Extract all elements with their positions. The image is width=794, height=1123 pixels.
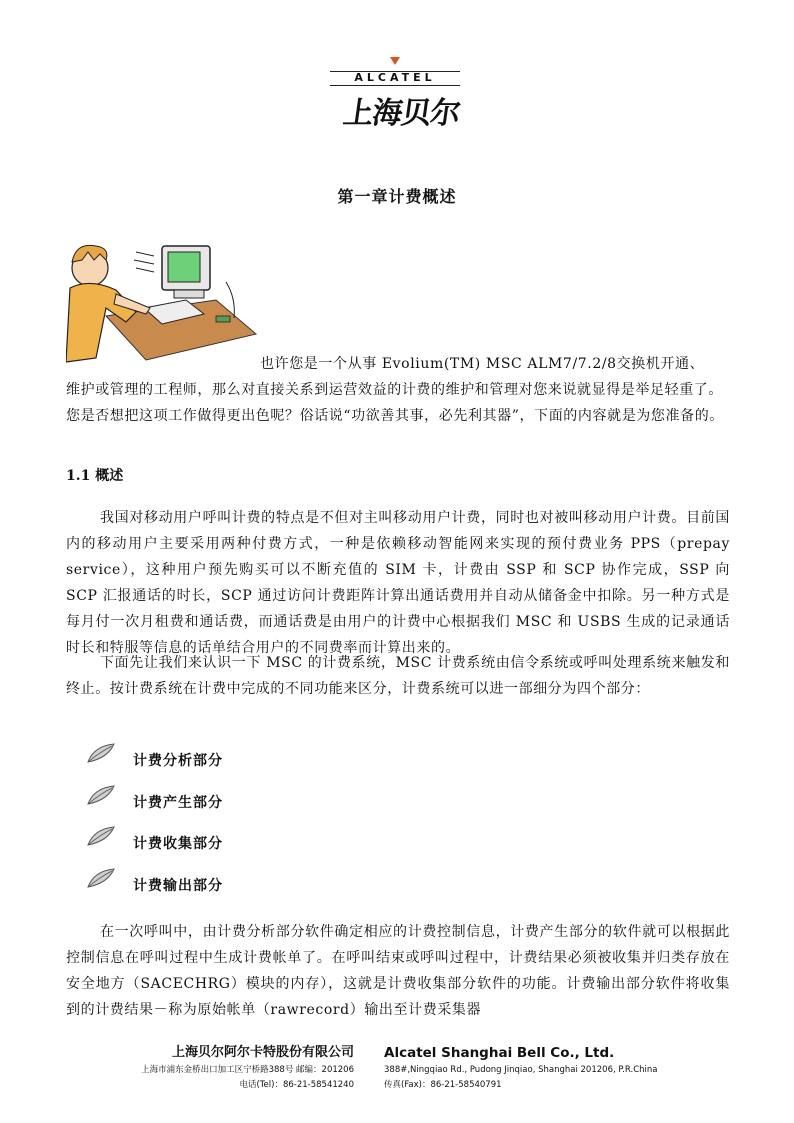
leaf-bullet-icon xyxy=(86,742,116,764)
list-item-label: 计费收集部分 xyxy=(133,836,223,852)
logo-chinese-name: 上海贝尔 xyxy=(341,96,462,131)
section-heading: 1.1 概述 xyxy=(66,468,124,484)
logo-brand: ALCATEL xyxy=(330,71,460,86)
leaf-bullet-icon xyxy=(86,867,116,889)
footer-address-en: 388#,Ningqiao Rd., Pudong Jinqiao, Shanghai 201206, P.R.China xyxy=(384,1065,658,1075)
footer-company-en: Alcatel Shanghai Bell Co., Ltd. xyxy=(384,1045,615,1061)
paragraph-billing-methods: 我国对移动用户呼叫计费的特点是不但对主叫移动用户计费，同时也对被叫移动用户计费。目前国内的移动用户主要采用两种付费方式，一种是依赖移动智能网来实现的预付费业务 PPS（prepay service），这种用户预先购买可以不断充值的 SIM 卡，计费由 SSP 和 SCP 协作完成，SSP 向 SCP 汇报通话的时长，SCP 通过访问计费距阵计算出通话费用并自动从储备金中扣除。另一种方式是每月付一次月租费和通话费，而通话费是由用户的计费中心根据我们 MSC 和 USBS 生成的记录通话时长和特服等信息的话单结合用户的不同费率而计算出来的。 xyxy=(66,510,730,656)
footer-chinese-block xyxy=(141,1043,354,1093)
list-item-label: 计费输出部分 xyxy=(133,877,223,894)
engineer-computer-illustration xyxy=(66,238,258,368)
footer-address-cn: 上海市浦东金桥出口加工区宁桥路388号 邮编：201206 xyxy=(141,1065,354,1075)
intro-first-line: 也许您是一个从事 Evolium(TM) MSC ALM7/7.2/8交换机开通、 xyxy=(260,356,705,372)
leaf-bullet-icon xyxy=(86,825,116,847)
logo-triangle-mark xyxy=(390,57,400,65)
paragraph-billing-process: 在一次呼叫中，由计费分析部分软件确定相应的计费控制信息，计费产生部分的软件就可以根据此控制信息在呼叫过程中生成计费帐单了。在呼叫结束或呼叫过程中，计费结果必须被收集并归类存放在安全地方（SACECHRG）模块的内存），这就是计费收集部分软件的功能。计费输出部分软件将收集到的计费结果－称为原始帐单（rawrecord）输出至计费采集器 xyxy=(66,924,730,1018)
company-logo xyxy=(330,57,460,132)
footer-company-cn: 上海贝尔阿尔卡特股份有限公司 xyxy=(171,1045,354,1060)
list-item-label: 计费分析部分 xyxy=(133,753,223,769)
chapter-title: 第一章计费概述 xyxy=(337,187,457,206)
footer-fax: 传真(Fax)：86-21-58540791 xyxy=(384,1080,502,1090)
footer-english-block xyxy=(384,1043,657,1093)
leaf-bullet-icon xyxy=(86,784,116,806)
intro-paragraph: 维护或管理的工程师，那么对直接关系到运营效益的计费的维护和管理对您来说就显得是举足轻重了。您是否想把这项工作做得更出色呢？俗话说“功欲善其事，必先利其器”，下面的内容就是为您准备的。 xyxy=(66,382,724,424)
footer-tel: 电话(Tel)：86-21-58541240 xyxy=(239,1080,354,1090)
list-item-label: 计费产生部分 xyxy=(133,794,223,811)
paragraph-msc-billing-system: 下面先让我们来认识一下 MSC 的计费系统，MSC 计费系统由信令系统或呼叫处理系统来触发和终止。按计费系统在计费中完成的不同功能来区分，计费系统可以进一部细分为四个部分： xyxy=(66,655,730,697)
